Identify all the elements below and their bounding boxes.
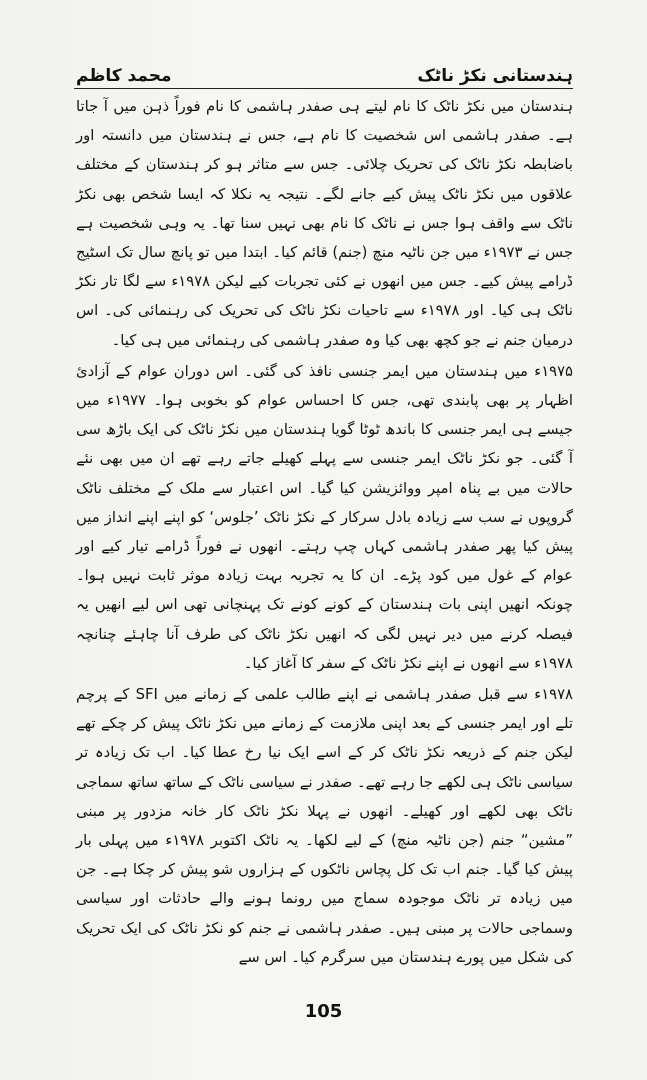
paragraph-2: ۱۹۷۵ء میں ہندستان میں ایمر جنسی نافذ کی گئی۔ اس دوران عوام کے آزادیٔ اظہار پر بھی پابندی تھی، جس کا احساس عوام کو بخوبی ہوا۔ ۱۹۷۷ء میں جیسے ہی ایمر جنسی کا باندھ ٹوٹا گویا ہندستان میں نکڑ ناٹک کی ایک باڑھ سی آ گئی۔ جو نکڑ ناٹک ایمر جنسی سے پہلے کھیلے جاتے رہے تھے ان میں بھی نئے حالات میں بے پناہ امپر ووائزیشن کیا گیا۔ اس اعتبار سے ملک کے مختلف ناٹک گروپوں نے سب سے زیادہ بادل سرکار کے نکڑ ناٹک ’جلوس‘ کو اپنے اپنے انداز میں پیش کیا پھر صفدر ہاشمی کہاں چپ رہتے۔ انھوں نے فوراً ڈرامے تیار کیے اور عوام کے غول میں کود پڑے۔ ان کا یہ تجربہ بہت زیادہ موثر ثابت نہیں ہوا۔ چونکہ انھیں اپنی بات ہندستان کے کونے کونے تک پہنچانی تھی اس لیے انھیں یہ فیصلہ کرنے میں دیر نہیں لگی کہ انھیں نکڑ ناٹک کی طرف آنا چاہئے چنانچہ ۱۹۷۸ء سے انھوں نے اپنے نکڑ ناٹک کے سفر کا آغاز کیا۔ bbox=[76, 362, 573, 672]
author-name: محمد کاظم bbox=[76, 66, 172, 86]
page-body bbox=[76, 92, 573, 972]
running-header bbox=[76, 58, 573, 86]
page-number: 105 bbox=[304, 1001, 343, 1022]
header-rule bbox=[74, 88, 573, 89]
paragraph-3: ۱۹۷۸ء سے قبل صفدر ہاشمی نے اپنے طالب علمی کے زمانے میں SFI کے پرچم تلے اور ایمر جنسی کے بعد اپنی ملازمت کے زمانے میں نکڑ ناٹک پیش کر چکے تھے لیکن جنم کے ذریعہ نکڑ ناٹک کر کے اسے ایک نیا رخ عطا کیا۔ اب تک زیادہ تر سیاسی ناٹک ہی لکھے جا رہے تھے۔ صفدر نے سیاسی ناٹک کے ساتھ ساتھ سماجی ناٹک بھی لکھے اور کھیلے۔ انھوں نے پہلا نکڑ ناٹک کار خانہ مزدور پر مبنی ”مشین“ جنم (جن ناٹیہ منچ) کے لیے لکھا۔ یہ ناٹک اکتوبر ۱۹۷۸ء میں پہلی بار پیش کیا گیا۔ جنم اب تک کل پچاس ناٹکوں کے ہزاروں شو پیش کر چکا ہے۔ جن میں زیادہ تر ناٹک موجودہ سماج میں رونما ہونے والے حادثات اور سیاسی وسماجی حالات پر مبنی ہیں۔ صفدر ہاشمی نے جنم کو نکڑ ناٹک کی ایک تحریک کی شکل میں پورے ہندستان میں سرگرم کیا۔ اس سے bbox=[76, 686, 574, 966]
paragraph-1: ہندستان میں نکڑ ناٹک کا نام لیتے ہی صفدر ہاشمی کا نام فوراً ذہن میں آ جاتا ہے۔ صفدر ہاشمی اس شخصیت کا نام ہے، جس نے ہندستان میں دانستہ اور باضابطہ نکڑ ناٹک کی تحریک چلائی۔ جس سے متاثر ہو کر ہندستان کے مختلف علاقوں میں نکڑ ناٹک پیش کیے جانے لگے۔ نتیجہ یہ نکلا کہ ایسا شخص بھی نکڑ ناٹک سے واقف ہوا جس نے ناٹک کا نام بھی نہیں سنا تھا۔ یہ وہی شخصیت ہے جس نے ۱۹۷۳ء میں جن ناٹیہ منچ (جنم) قائم کیا۔ ابتدا میں تو پانچ سال تک اسٹیج ڈرامے پیش کیے۔ جس میں انھوں نے کئی تجربات کیے لیکن ۱۹۷۸ء سے لگا تار نکڑ ناٹک ہی کیا۔ اور ۱۹۷۸ء سے تاحیات نکڑ ناٹک کی تحریک کی رہنمائی کی۔ اس درمیان جنم نے جو کچھ بھی کیا وہ صفدر ہاشمی کی رہنمائی میں ہی کیا۔ bbox=[76, 98, 573, 349]
book-title: ہندستانی نکڑ ناٹک bbox=[417, 66, 573, 86]
